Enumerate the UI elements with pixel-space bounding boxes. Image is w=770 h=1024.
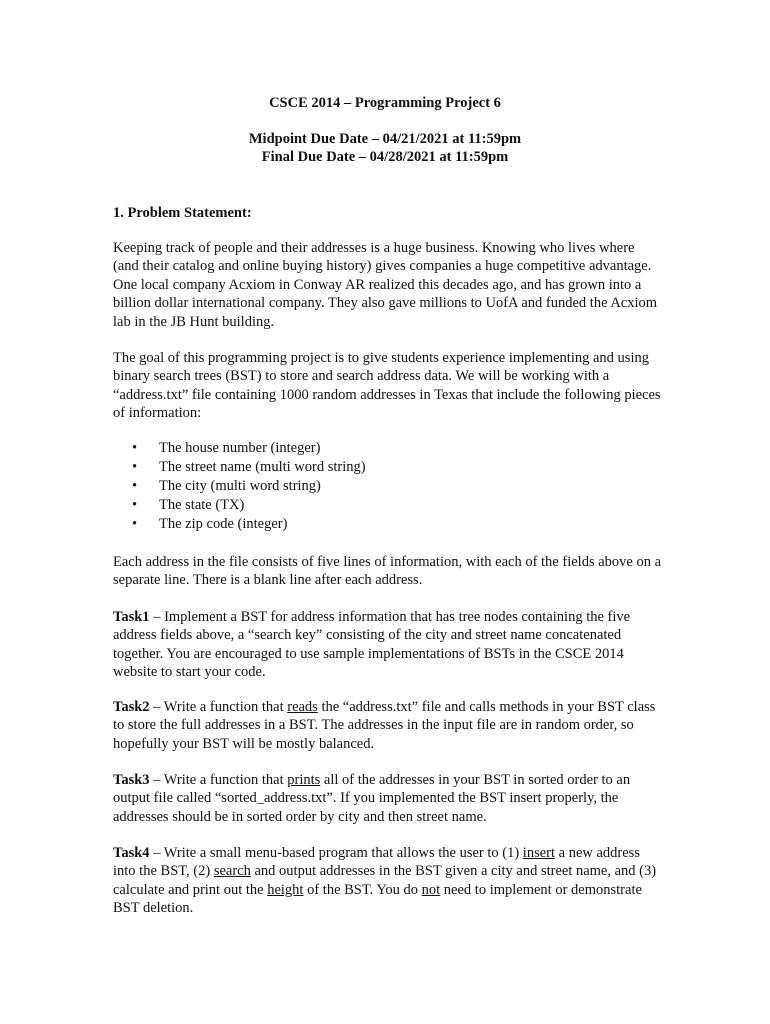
list-item-text: The house number (integer) xyxy=(159,440,321,456)
list-item-text: The street name (multi word string) xyxy=(159,459,366,475)
list-item-text: The zip code (integer) xyxy=(159,516,288,532)
list-item-text: The state (TX) xyxy=(159,497,245,513)
task4-label: Task4 xyxy=(113,845,150,861)
task1-text: – Implement a BST for address information that has tree nodes containing the five address fields above, a “search key” consisting of the city and street name concatenated together. You are encouraged to use sample implementations of BSTs in the CSCE 2014 website to start your code. xyxy=(113,609,631,681)
bullet-icon: • xyxy=(132,497,138,513)
task3-text-2: all of the addresses in your BST in sorted order to an output file called “sorted_address.txt”. If you implemented the BST insert properly, the addresses should be in sorted order by city and then street name. xyxy=(113,772,631,825)
task3-emphasis-prints: prints xyxy=(287,772,321,788)
task3-paragraph xyxy=(113,771,663,826)
task4-text-2: a new address into the BST, (2) xyxy=(113,845,640,880)
task4-emphasis-search: search xyxy=(213,863,251,880)
goal-paragraph: The goal of this programming project is to give students experience implementing and using binary search trees (BST) to store and search address data. We will be working with a “address.txt” file containing 1000 random addresses in Texas that include the following pieces of information: xyxy=(113,350,661,422)
task4-text-4: of the BST. You do xyxy=(303,881,422,898)
document-title: CSCE 2014 – Programming Project 6 xyxy=(269,95,501,111)
bullet-icon: • xyxy=(132,440,138,456)
task4-paragraph xyxy=(113,844,663,918)
list-item xyxy=(113,515,366,534)
midpoint-due-date: Midpoint Due Date – 04/21/2021 at 11:59pm xyxy=(248,131,522,147)
task3-text-1: – Write a function that xyxy=(149,772,288,788)
bullet-icon: • xyxy=(132,459,138,475)
bullet-icon: • xyxy=(132,478,138,494)
task4-text-5: need to implement or demonstrate BST deletion. xyxy=(113,881,642,917)
task2-paragraph xyxy=(113,698,663,753)
final-due-date: Final Due Date – 04/28/2021 at 11:59pm xyxy=(261,149,509,165)
file-format-paragraph: Each address in the file consists of five lines of information, with each of the fields above on a separate line. There is a blank line after each address. xyxy=(113,554,662,589)
task2-text-2: the “address.txt” file and calls methods in your BST class to store the full addresses in a BST. The addresses in the input file are in random order, so hopefully your BST will be mostly balanced. xyxy=(113,699,656,752)
address-fields-list xyxy=(113,439,366,534)
bullet-icon: • xyxy=(132,516,138,532)
task2-emphasis-reads: reads xyxy=(287,699,318,715)
list-item xyxy=(113,496,366,515)
task1-paragraph xyxy=(113,608,663,682)
task2-label: Task2 xyxy=(113,699,150,715)
task3-label: Task3 xyxy=(113,772,150,788)
list-item xyxy=(113,458,366,477)
list-item xyxy=(113,439,366,458)
task4-text-3: and output addresses in the BST given a city and street name, and (3) calculate and print out the xyxy=(113,863,657,898)
section-heading: 1. Problem Statement: xyxy=(113,205,252,221)
task4-text-1: – Write a small menu-based program that allows the user to (1) xyxy=(149,845,523,861)
list-item-text: The city (multi word string) xyxy=(159,478,321,494)
list-item xyxy=(113,477,366,496)
task4-emphasis-insert: insert xyxy=(522,845,556,861)
task4-emphasis-not: not xyxy=(421,881,441,898)
intro-paragraph: Keeping track of people and their addresses is a huge business. Knowing who lives where (and their catalog and online buying history) gives companies a huge competitive advantage. One local company Acxiom in Conway AR realized this decades ago, and has grown into a billion dollar international company. They also gave millions to UofA and funded the Acxiom lab in the JB Hunt building. xyxy=(113,240,658,330)
task2-text-1: – Write a function that xyxy=(149,699,288,715)
task1-label: Task1 xyxy=(113,609,150,625)
task4-emphasis-height: height xyxy=(267,881,304,898)
